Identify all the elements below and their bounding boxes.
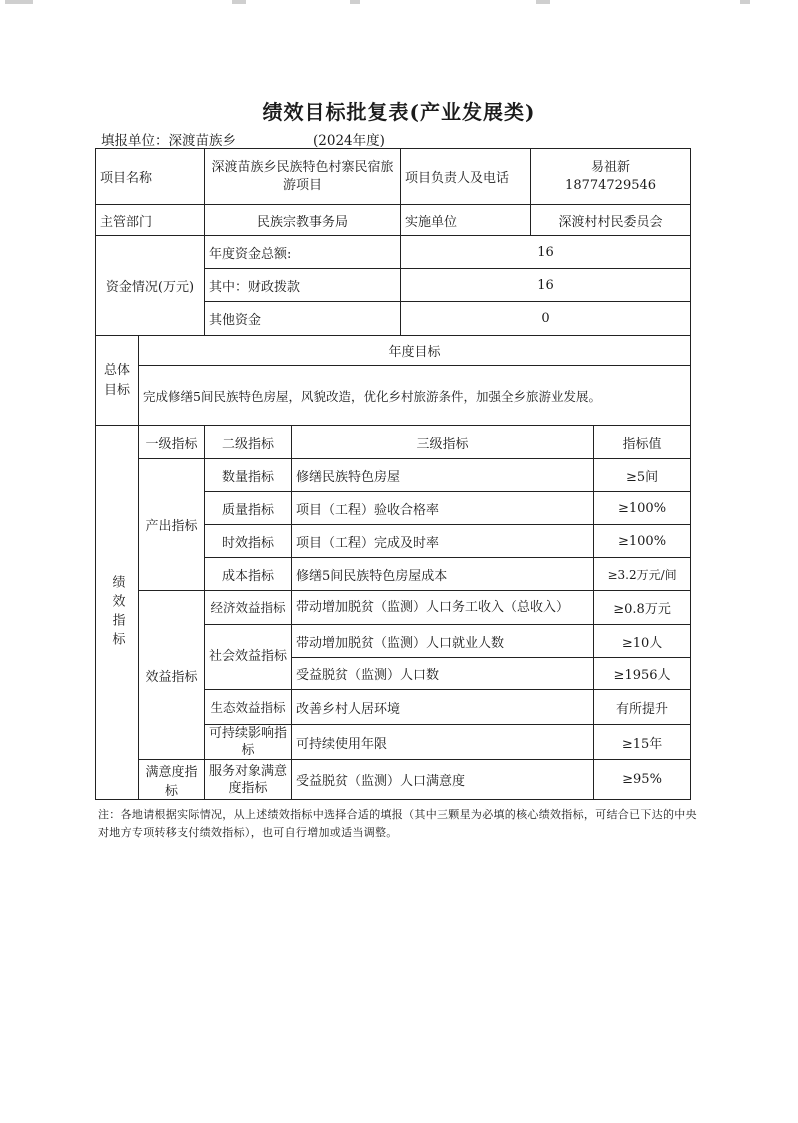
indicator-level3: 可持续使用年限 (292, 725, 594, 760)
header-value: 指标值 (594, 426, 691, 459)
performance-target-table (95, 148, 691, 800)
project-name-row (96, 149, 691, 205)
project-owner-name: 易祖新 (591, 159, 631, 175)
goal-text-row (96, 366, 691, 426)
indicator-level2: 社会效益指标 (205, 625, 292, 690)
indicator-level2: 服务对象满意度指标 (205, 760, 292, 800)
indicator-level3: 带动增加脱贫（监测）人口务工收入（总收入） (292, 591, 594, 625)
satisfaction-indicators-label: 满意度指标 (139, 760, 205, 800)
output-indicators-label: 产出指标 (139, 459, 205, 591)
indicator-value: ≥5间 (594, 459, 691, 492)
indicator-level3: 改善乡村人居环境 (292, 690, 594, 725)
indicator-value: ≥1956人 (594, 658, 691, 690)
annual-goal-label: 年度目标 (139, 336, 691, 366)
indicator-value: ≥3.2万元/间 (594, 558, 691, 591)
indicator-row (96, 760, 691, 800)
funds-other: 0 (401, 302, 691, 336)
indicator-row (96, 591, 691, 625)
department: 民族宗教事务局 (205, 205, 401, 236)
goal-header-row (96, 336, 691, 366)
project-owner-label: 项目负责人及电话 (401, 149, 531, 205)
page-title: 绩效目标批复表(产业发展类) (262, 100, 536, 124)
department-row (96, 205, 691, 236)
indicator-level2: 生态效益指标 (205, 690, 292, 725)
project-name-label: 项目名称 (96, 149, 205, 205)
indicator-value: ≥100% (594, 525, 691, 558)
benefit-indicators-label: 效益指标 (139, 591, 205, 760)
indicator-level2: 数量指标 (205, 459, 292, 492)
annual-goal-text: 完成修缮5间民族特色房屋，风貌改造，优化乡村旅游条件，加强全乡旅游业发展。 (139, 366, 691, 426)
indicator-value: ≥95% (594, 760, 691, 800)
report-year: (2024年度) (313, 133, 385, 149)
funds-total: 16 (401, 236, 691, 269)
indicator-level3: 项目（工程）验收合格率 (292, 492, 594, 525)
indicator-level3: 受益脱贫（监测）人口数 (292, 658, 594, 690)
indicator-level2: 时效指标 (205, 525, 292, 558)
scan-artifacts (0, 0, 798, 30)
footnote: 注：各地请根据实际情况，从上述绩效指标中选择合适的填报（其中三颗星为必填的核心绩效指标，可结合已下达的中央对地方专项转移支付绩效指标），也可自行增加或适当调整。 (98, 808, 697, 839)
department-label: 主管部门 (96, 205, 205, 236)
project-name: 深渡苗族乡民族特色村寨民宿旅游项目 (205, 149, 401, 205)
indicator-value: ≥0.8万元 (594, 591, 691, 625)
indicator-value: ≥100% (594, 492, 691, 525)
indicator-level3: 受益脱贫（监测）人口满意度 (292, 760, 594, 800)
indicator-level2: 经济效益指标 (205, 591, 292, 625)
indicator-level3: 修缮民族特色房屋 (292, 459, 594, 492)
reporting-unit-line (101, 129, 385, 149)
indicator-level2: 成本指标 (205, 558, 292, 591)
header-level1: 一级指标 (139, 426, 205, 459)
indicator-header-row (96, 426, 691, 459)
funds-fiscal-label: 其中：财政拨款 (205, 269, 401, 302)
overall-goal-label: 总体目标 (96, 336, 139, 426)
project-owner-phone: 18774729546 (565, 177, 657, 193)
indicator-level2: 质量指标 (205, 492, 292, 525)
funds-fiscal: 16 (401, 269, 691, 302)
implementing-unit-label: 实施单位 (401, 205, 531, 236)
funds-label: 资金情况(万元) (96, 236, 205, 336)
header-level2: 二级指标 (205, 426, 292, 459)
implementing-unit: 深渡村村民委员会 (531, 205, 691, 236)
indicator-level3: 带动增加脱贫（监测）人口就业人数 (292, 625, 594, 658)
funds-total-label: 年度资金总额: (205, 236, 401, 269)
indicator-level3: 修缮5间民族特色房屋成本 (292, 558, 594, 591)
indicator-value: ≥15年 (594, 725, 691, 760)
indicator-value: 有所提升 (594, 690, 691, 725)
project-owner-cell (531, 149, 691, 205)
indicators-label-cell (96, 426, 139, 800)
indicators-label: 绩效指标 (109, 574, 125, 651)
reporting-unit: 填报单位：深渡苗族乡 (101, 133, 236, 149)
indicator-value: ≥10人 (594, 625, 691, 658)
indicator-level2: 可持续影响指标 (205, 725, 292, 760)
funds-other-label: 其他资金 (205, 302, 401, 336)
funds-total-row (96, 236, 691, 269)
header-level3: 三级指标 (292, 426, 594, 459)
indicator-level3: 项目（工程）完成及时率 (292, 525, 594, 558)
indicator-row (96, 459, 691, 492)
